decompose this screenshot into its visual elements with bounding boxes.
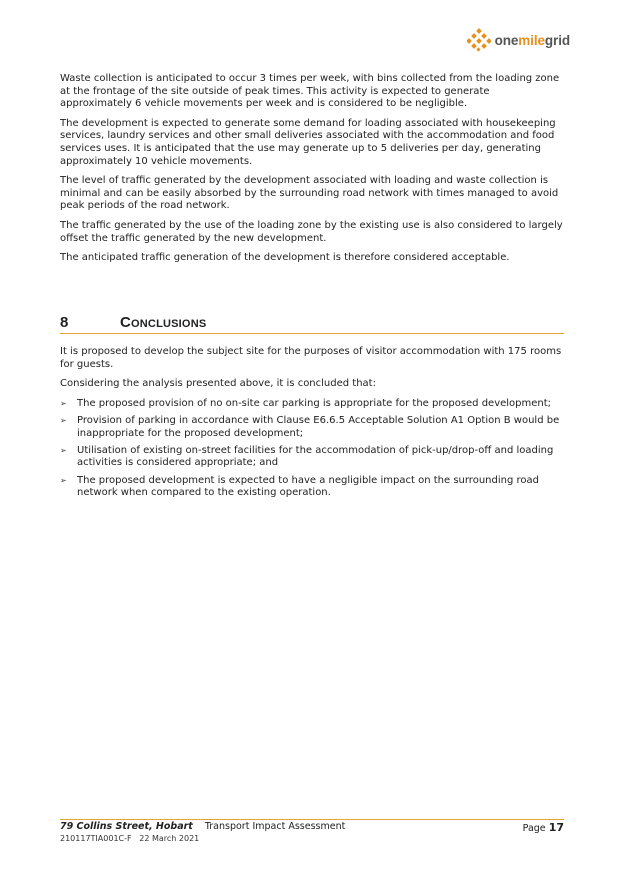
- arrow-bullet-icon: ➢: [60, 446, 67, 455]
- footer-address: 79 Collins Street, Hobart: [60, 821, 193, 832]
- paragraph-loading-demand: The development is expected to generate some demand for loading associated with housekeeping services, laundry services and other small deliveries associated with the accommodation and food services uses. It is anticipated that the use may generate up to 5 deliveries per day, generating approximately 10 vehicle movements.: [60, 117, 556, 167]
- list-item: ➢ Utilisation of existing on-street facilities for the accommodation of pick-up/drop-off and loading activities is considered appropriate; and: [60, 445, 554, 469]
- page-label: Page: [522, 823, 546, 834]
- page-number: 17: [548, 821, 564, 834]
- list-item: ➢ Provision of parking in accordance with Clause E6.6.5 Acceptable Solution A1 Option B would be inappropriate for the proposed development;: [60, 415, 560, 439]
- paragraph-offset: The traffic generated by the use of the loading zone by the existing use is also considered to largely offset the traffic generated by the new development.: [60, 219, 563, 244]
- list-item: ➢ The proposed development is expected to have a negligible impact on the surrounding road network when compared to the existing operation.: [60, 474, 539, 499]
- arrow-bullet-icon: ➢: [60, 416, 67, 426]
- logo-wordmark: onemilegrid: [494, 32, 570, 48]
- grid-logo-icon: [467, 28, 491, 52]
- paragraph-waste-collection: Waste collection is anticipated to occur 3 times per week, with bins collected from the loading zone at the frontage of the site outside of peak times. This activity is expected to generate approximately 6 vehicle movements per week and is considered to be negligible.: [60, 73, 560, 110]
- body-text: [60, 73, 564, 272]
- conclusions-intro: It is proposed to develop the subject site for the purposes of visitor accommodation with 175 rooms for guests.: [60, 346, 562, 370]
- conclusions-lead: Considering the analysis presented above, it is concluded that:: [60, 378, 376, 390]
- footer-ref: 210117TIA001C-F: [60, 834, 132, 843]
- page-indicator: [523, 821, 564, 834]
- footer-divider: [60, 819, 564, 820]
- footer-doc-title: Transport Impact Assessment: [204, 821, 346, 832]
- section-number: 8: [60, 314, 69, 331]
- section-title: Conclusions: [120, 314, 207, 331]
- footer-date: 22 March 2021: [139, 834, 200, 843]
- onemilegrid-logo: [467, 28, 570, 52]
- conclusions-body: [60, 346, 564, 505]
- paragraph-acceptable: The anticipated traffic generation of the development is therefore considered acceptable.: [60, 252, 510, 264]
- paragraph-traffic-level: The level of traffic generated by the development associated with loading and waste collection is minimal and can be easily absorbed by the surrounding road network with times managed to avoid peak periods of the road network.: [60, 175, 559, 212]
- conclusions-list: [60, 398, 564, 500]
- footer-info: [60, 821, 345, 845]
- arrow-bullet-icon: ➢: [60, 475, 67, 485]
- arrow-bullet-icon: ➢: [60, 398, 67, 408]
- section-heading: [60, 311, 564, 334]
- list-item: ➢ The proposed provision of no on-site car parking is appropriate for the proposed development;: [60, 397, 552, 409]
